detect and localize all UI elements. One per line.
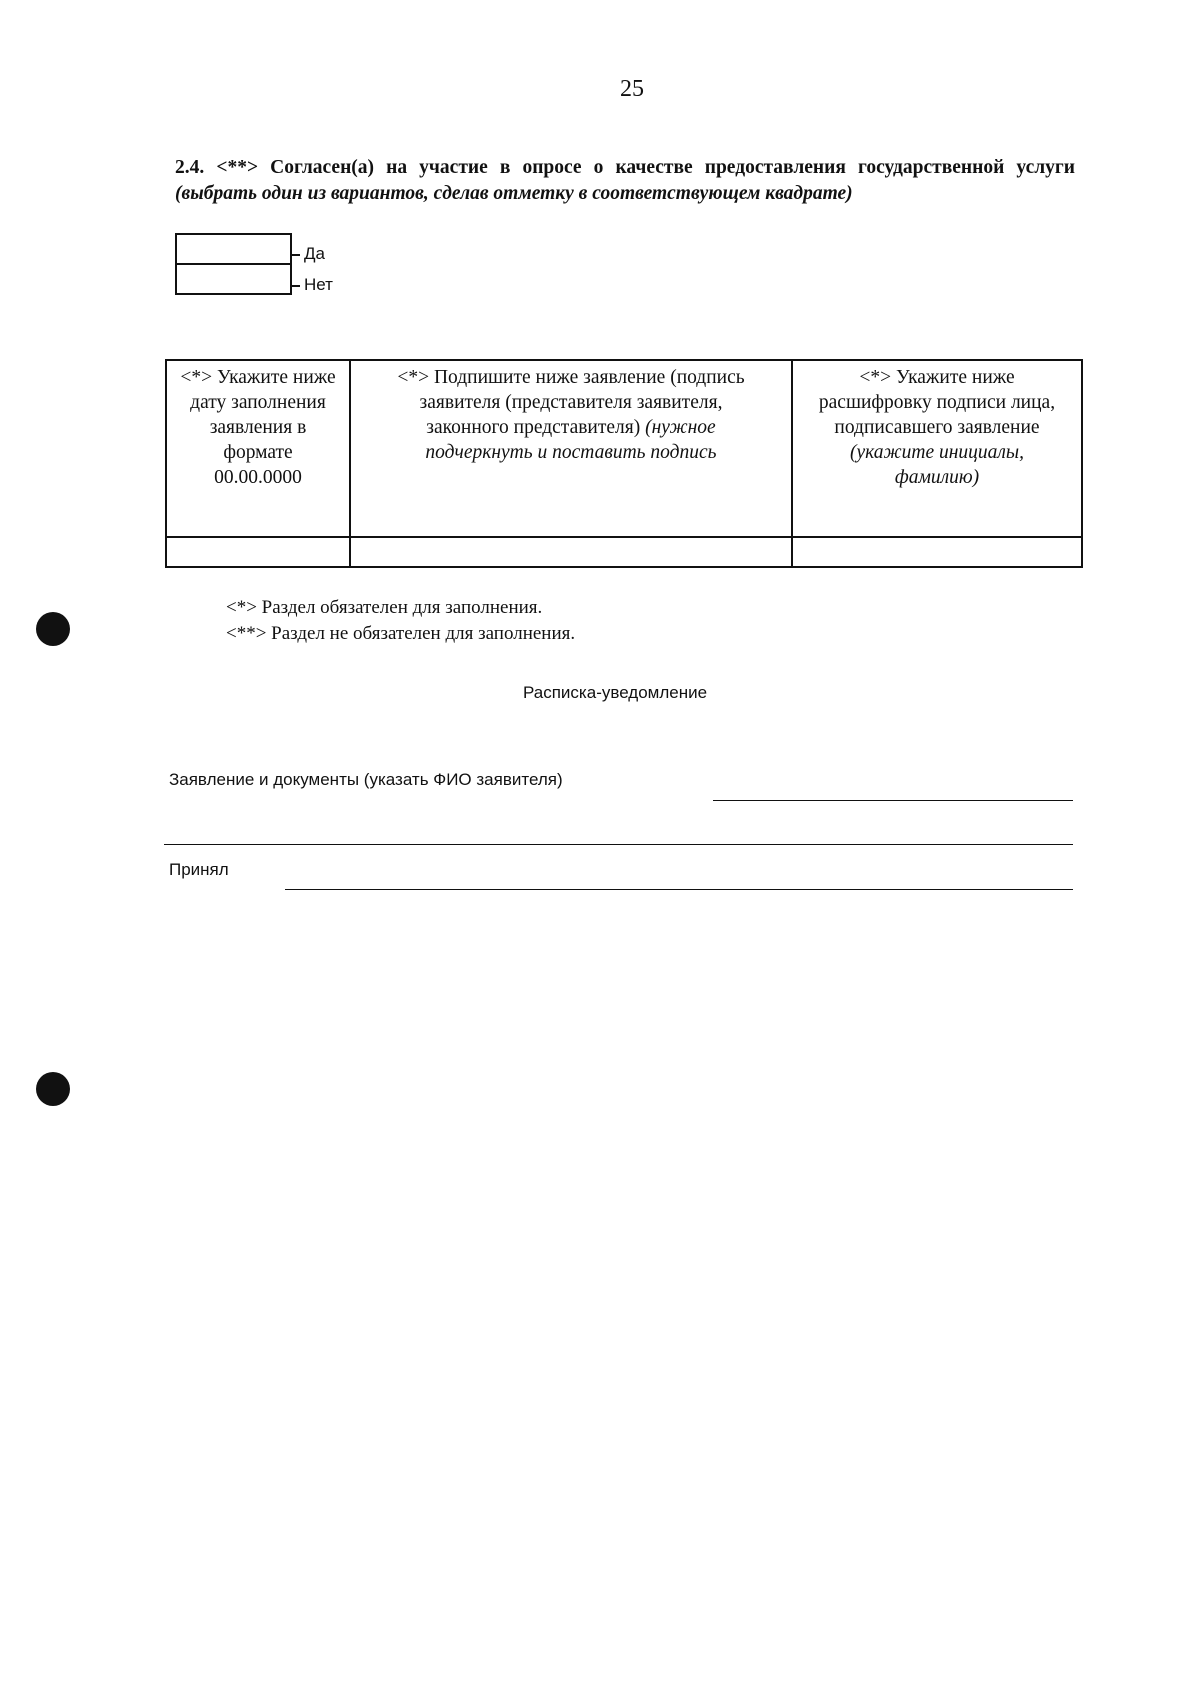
signature-header-hint: подчеркнуть и поставить подпись — [425, 442, 717, 463]
punch-hole-top — [36, 612, 70, 646]
signature-table — [165, 359, 1083, 568]
receipt-title: Расписка-уведомление — [523, 683, 708, 702]
name-header-line: подписавшего заявление — [834, 417, 1040, 438]
consent-choice-box — [175, 233, 292, 295]
section-heading — [175, 155, 1075, 207]
date-input-cell[interactable] — [166, 537, 350, 567]
choice-yes-label: Да — [304, 244, 325, 263]
date-column-header — [166, 360, 350, 537]
choice-no-tick — [292, 285, 300, 287]
choice-yes-tick — [292, 254, 300, 256]
section-title: Согласен(а) на участие в опросе о качестве предоставления государственной услуги — [270, 157, 1076, 178]
date-header-line: дату заполнения — [190, 392, 326, 413]
applicant-name-line-continued[interactable] — [164, 844, 1073, 845]
section-marker: <**> — [216, 157, 259, 178]
date-header-line: <*> Укажите ниже — [180, 367, 336, 388]
received-by-label: Принял — [169, 860, 229, 879]
table-header-row — [166, 360, 1082, 537]
note-optional: <**> Раздел не обязателен для заполнения. — [226, 623, 576, 644]
signature-input-cell[interactable] — [350, 537, 792, 567]
name-header-line: <*> Укажите ниже — [859, 367, 1015, 388]
choice-no-label: Нет — [304, 275, 333, 294]
name-column-header — [792, 360, 1082, 537]
signature-header-text: законного представителя) — [426, 417, 641, 438]
applicant-name-line[interactable] — [713, 800, 1073, 801]
choice-yes-checkbox[interactable] — [177, 235, 290, 263]
section-number: 2.4. — [175, 157, 205, 178]
signature-header-hint: (нужное — [645, 417, 716, 438]
table-fill-row — [166, 537, 1082, 567]
signature-column-header — [350, 360, 792, 537]
choice-no-checkbox[interactable] — [177, 265, 290, 293]
date-header-line: заявления в — [209, 417, 307, 438]
section-hint: (выбрать один из вариантов, сделав отметку в соответствующем квадрате) — [175, 183, 853, 204]
received-by-line[interactable] — [285, 889, 1073, 890]
signature-header-line: заявителя (представителя заявителя, — [419, 392, 723, 413]
date-header-line: формате — [223, 442, 293, 463]
name-header-hint: фамилию) — [894, 467, 980, 488]
applicant-field-label: Заявление и документы (указать ФИО заявителя) — [169, 770, 563, 789]
signature-header-line: <*> Подпишите ниже заявление (подпись — [397, 367, 745, 388]
signature-header-line — [355, 415, 787, 440]
name-input-cell[interactable] — [792, 537, 1082, 567]
punch-hole-bottom — [36, 1072, 70, 1106]
date-format-text: 00.00.0000 — [214, 467, 302, 488]
note-required: <*> Раздел обязателен для заполнения. — [226, 597, 543, 618]
name-header-line: расшифровку подписи лица, — [818, 392, 1056, 413]
page-number: 25 — [620, 76, 644, 102]
name-header-hint: (укажите инициалы, — [849, 442, 1025, 463]
